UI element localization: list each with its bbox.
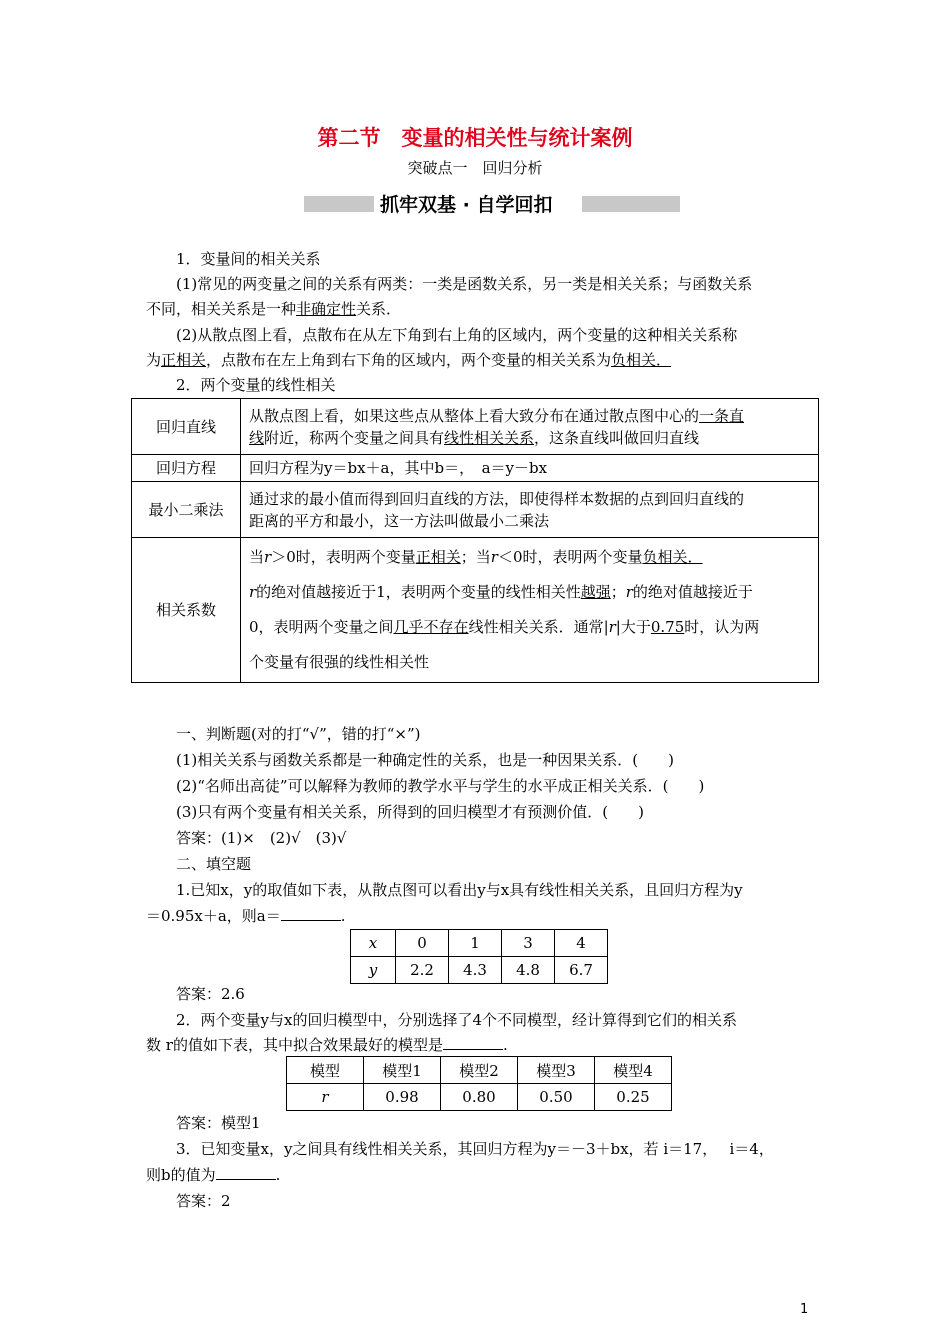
concept-table (131, 398, 819, 683)
table-cell: 回归方程为y＝bx＋a，其中b＝， a＝y－bx (241, 455, 819, 482)
heading-1: 1．变量间的相关关系 (176, 250, 321, 268)
para-1b: 不同，相关关系是一种非确定性关系． (146, 300, 402, 318)
underline-text: 非确定性 (296, 300, 357, 318)
table-cell: 从散点图上看，如果这些点从整体上看大致分布在通过散点图中心的一条直 线附近，称两个变量之间具有线性相关关系，这条直线叫做回归直线 (241, 399, 819, 455)
q2-line-2: 数 r的值如下表，其中拟合效果最好的模型是 . (146, 1036, 508, 1054)
table-row (132, 399, 819, 455)
heading-2: 2．两个变量的线性相关 (176, 376, 336, 394)
judge-item-1: (1)相关关系与函数关系都是一种确定性的关系，也是一种因果关系．( ) (176, 751, 674, 769)
page-number: 1 (800, 1302, 809, 1317)
judge-heading: 一、判断题(对的打“√”，错的打“×”) (176, 725, 421, 743)
banner-text: 抓牢双基 · 自学回扣 (380, 194, 553, 216)
q1-line-1: 1.已知x，y的取值如下表，从散点图可以看出y与x具有线性相关关系，且回归方程为y (176, 881, 743, 899)
table-cell: 2.2 (396, 957, 449, 984)
table-row (287, 1084, 672, 1111)
table-cell: 0 (396, 930, 449, 957)
para-1a: (1)常见的两变量之间的关系有两类：一类是函数关系，另一类是相关关系；与函数关系 (176, 275, 753, 293)
table-cell: 通过求的最小值而得到回归直线的方法，即使得样本数据的点到回归直线的 距离的平方和最小，这一方法叫做最小二乘法 (241, 482, 819, 538)
q3-answer: 答案：2 (176, 1192, 231, 1210)
q3-line-2: 则b的值为 . (146, 1166, 281, 1184)
table-cell: 0.98 (364, 1084, 441, 1111)
table-row (287, 1057, 672, 1084)
judge-item-2: (2)“名师出高徒”可以解释为教师的教学水平与学生的水平成正相关关系．( ) (176, 777, 705, 795)
table-cell: 0.25 (595, 1084, 672, 1111)
q2-answer: 答案：模型1 (176, 1114, 261, 1132)
table-cell: 模型2 (441, 1057, 518, 1084)
table-row (351, 957, 608, 984)
table-cell: 3 (502, 930, 555, 957)
table-cell: 模型1 (364, 1057, 441, 1084)
q3-line-1: 3．已知变量x，y之间具有线性相关关系，其回归方程为y＝－3＋bx，若 i＝17， i＝4， (176, 1140, 774, 1158)
banner-bar-right (582, 196, 680, 212)
table-row (132, 538, 819, 683)
table-cell: 当r＞0时，表明两个变量正相关；当r＜0时，表明两个变量负相关． r的绝对值越接近于1，表明两个变量的线性相关性越强；r的绝对值越接近于 0，表明两个变量之间几乎不存在线性相关关系．通常|r|大于0.75时，认为两 个变量有很强的线性相关性 (241, 538, 819, 683)
table-cell: 模型4 (595, 1057, 672, 1084)
q1-answer: 答案：2.6 (176, 985, 245, 1003)
table-cell: 4.8 (502, 957, 555, 984)
q2-line-1: 2．两个变量y与x的回归模型中，分别选择了4个不同模型，经计算得到它们的相关系 (176, 1011, 738, 1029)
table-header-cell: 最小二乘法 (132, 482, 241, 538)
banner-bar-left (304, 196, 374, 212)
para-2a: (2)从散点图上看，点散布在从左下角到右上角的区域内，两个变量的这种相关关系称 (176, 326, 738, 344)
answer-blank (281, 906, 341, 921)
table-cell: 0.80 (441, 1084, 518, 1111)
table-cell: 模型3 (518, 1057, 595, 1084)
answer-blank (443, 1035, 503, 1050)
table-cell: 4 (555, 930, 608, 957)
para-2b: 为正相关，点散布在左上角到右下角的区域内，两个变量的相关关系为负相关． (146, 351, 672, 369)
answer-blank (216, 1165, 276, 1180)
table-cell: 1 (449, 930, 502, 957)
table-cell: r (287, 1084, 364, 1111)
table-cell: 4.3 (449, 957, 502, 984)
table-row (351, 930, 608, 957)
table-cell: y (351, 957, 396, 984)
table-row (132, 482, 819, 538)
q1-value-table (350, 929, 608, 984)
table-header-cell: 回归方程 (132, 455, 241, 482)
q2-model-table (286, 1056, 672, 1111)
table-cell: 0.50 (518, 1084, 595, 1111)
judge-answer: 答案：(1)× (2)√ (3)√ (176, 829, 347, 847)
page-title: 第二节 变量的相关性与统计案例 (317, 126, 633, 150)
table-cell: x (351, 930, 396, 957)
table-cell: 6.7 (555, 957, 608, 984)
table-cell: 模型 (287, 1057, 364, 1084)
judge-item-3: (3)只有两个变量有相关关系，所得到的回归模型才有预测价值．( ) (176, 803, 644, 821)
section-subtitle: 突破点一 回归分析 (407, 159, 543, 177)
table-header-cell: 相关系数 (132, 538, 241, 683)
q1-line-2: ＝0.95x＋a，则a＝ . (146, 907, 346, 925)
table-row (132, 455, 819, 482)
fill-heading: 二、填空题 (176, 855, 252, 873)
section-banner (300, 190, 680, 218)
table-header-cell: 回归直线 (132, 399, 241, 455)
